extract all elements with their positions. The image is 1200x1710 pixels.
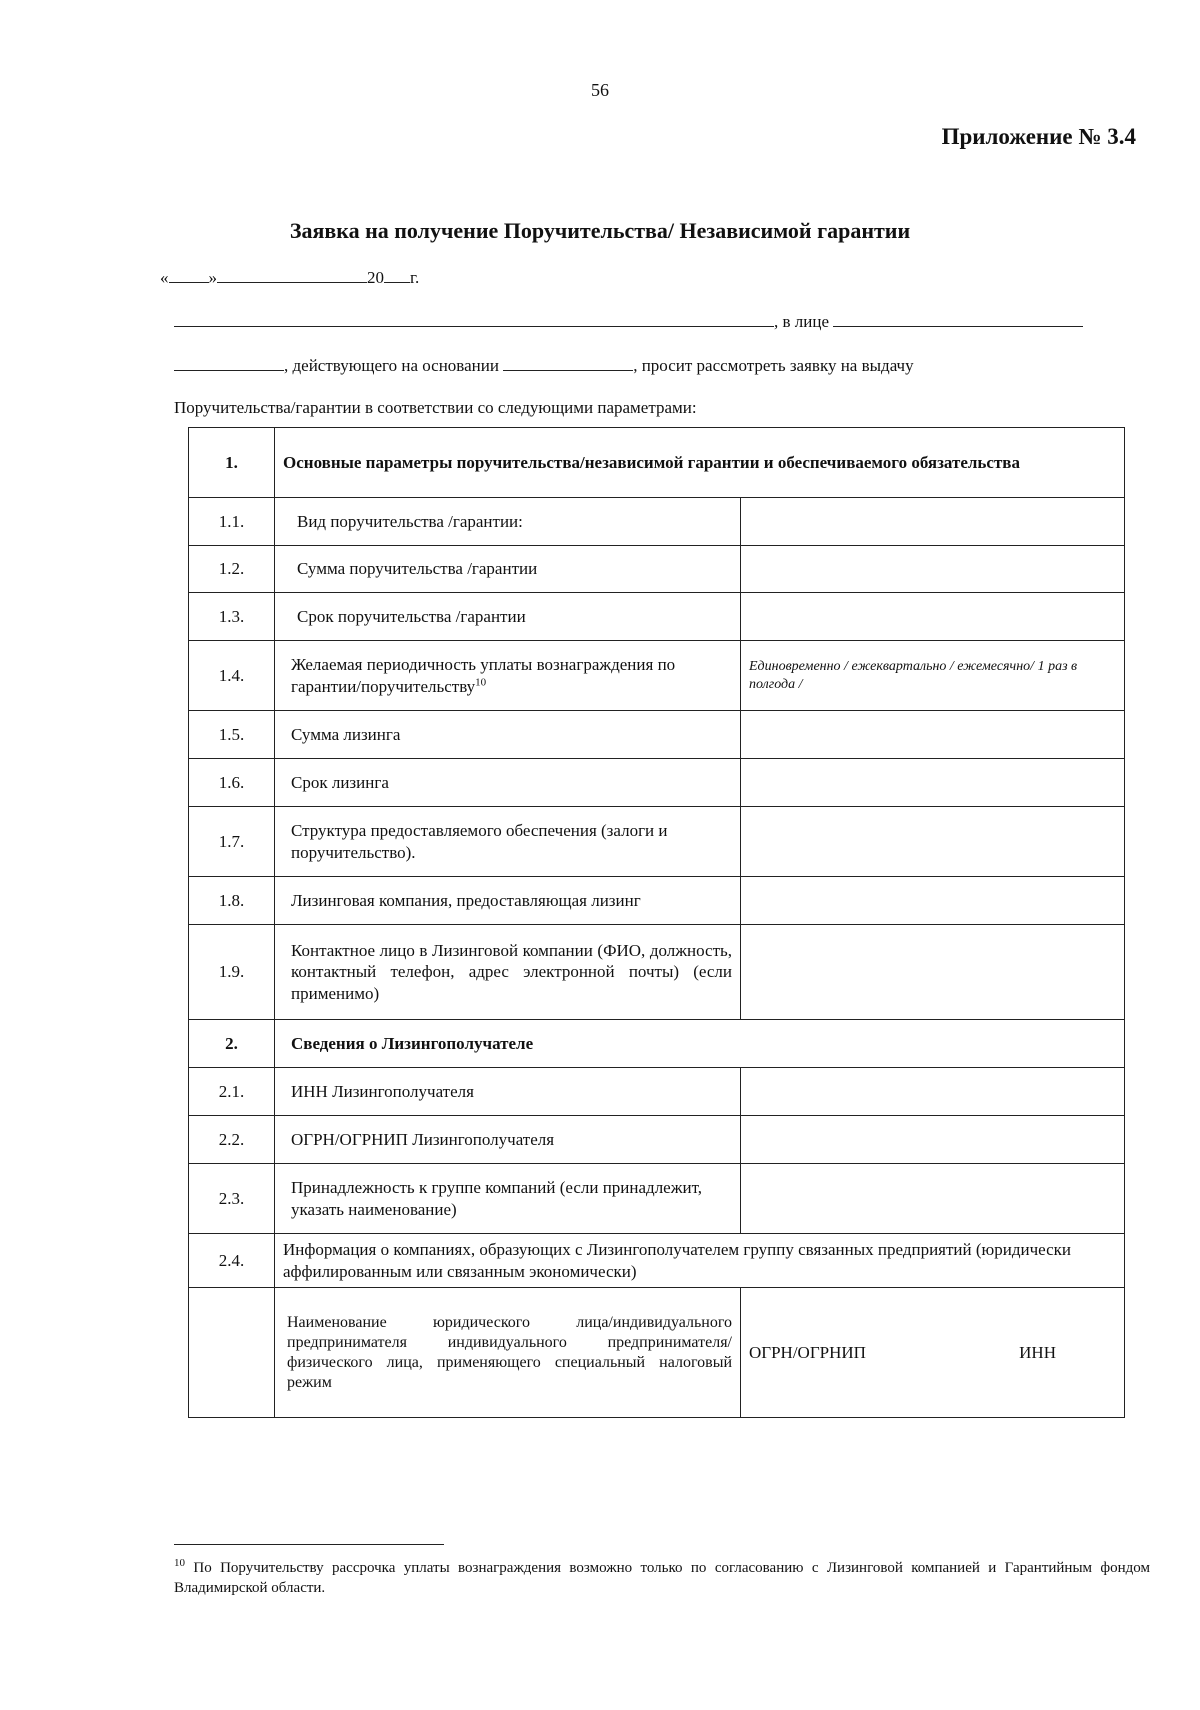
basis-document-field[interactable] — [503, 354, 633, 371]
requests-text: , просит рассмотреть заявку на выдачу — [633, 356, 914, 375]
footnote-text: По Поручительству рассрочка уплаты вознаграждения возможно только по согласованию с Лизинговой компанией и Гарантийным фондом Владимирской области. — [174, 1560, 1150, 1597]
row-value-field[interactable] — [741, 1164, 1125, 1234]
table-row — [189, 925, 1125, 1020]
ogrn-header: ОГРН/ОГРНИП — [749, 1342, 866, 1362]
year-prefix: 20 — [367, 268, 384, 287]
table-row — [189, 807, 1125, 877]
table-row — [189, 1068, 1125, 1116]
row-value-field[interactable] — [741, 546, 1125, 593]
row-label-text: Желаемая периодичность уплаты вознаграждения по гарантии/поручительству — [291, 655, 676, 696]
row-value-field[interactable] — [741, 1068, 1125, 1116]
representative-field[interactable] — [833, 310, 1083, 327]
row-value-field[interactable] — [741, 877, 1125, 925]
row-number: 2.1. — [189, 1068, 275, 1116]
row-label — [275, 641, 741, 711]
section-1-header — [189, 428, 1125, 498]
table-row — [189, 546, 1125, 593]
section-1-number: 1. — [189, 428, 275, 498]
row-value-field[interactable] — [741, 498, 1125, 546]
date-close-quote: » — [208, 268, 217, 287]
day-field[interactable] — [169, 266, 209, 283]
row-label: Срок лизинга — [275, 759, 741, 807]
row-number: 1.3. — [189, 593, 275, 641]
row-value-field[interactable] — [741, 925, 1125, 1020]
row-label: Лизинговая компания, предоставляющая лизинг — [275, 877, 741, 925]
date-line — [160, 266, 419, 288]
row-value-field[interactable] — [741, 807, 1125, 877]
row-label: Сумма лизинга — [275, 711, 741, 759]
basis-line — [174, 354, 1074, 376]
row-label: Сумма поручительства /гарантии — [275, 546, 741, 593]
date-open-quote: « — [160, 268, 169, 287]
row-label: ИНН Лизингополучателя — [275, 1068, 741, 1116]
month-field[interactable] — [217, 266, 367, 283]
footnote-number: 10 — [174, 1557, 185, 1569]
row-label: Контактное лицо в Лизинговой компании (ФИО, должность, контактный телефон, адрес электронной почты) (если применимо) — [275, 925, 741, 1020]
row-number-empty — [189, 1288, 275, 1418]
company-name-header: Наименование юридического лица/индивидуального предпринимателя индивидуального предпринимателя/физического лица, применяющего специальный налоговый режим — [275, 1288, 741, 1418]
row-number: 2.2. — [189, 1116, 275, 1164]
row-number: 1.9. — [189, 925, 275, 1020]
table-row — [189, 641, 1125, 711]
footnote-divider — [174, 1544, 444, 1545]
row-number: 1.1. — [189, 498, 275, 546]
table-row — [189, 711, 1125, 759]
row-number: 1.4. — [189, 641, 275, 711]
company-id-headers — [741, 1288, 1125, 1418]
row-value-field[interactable] — [741, 1116, 1125, 1164]
applicant-name-field[interactable] — [174, 310, 774, 327]
row-number: 1.2. — [189, 546, 275, 593]
table-row — [189, 498, 1125, 546]
document-title: Заявка на получение Поручительства/ Независимой гарантии — [289, 218, 911, 243]
row-number: 2.3. — [189, 1164, 275, 1234]
year-suffix: г. — [410, 268, 420, 287]
row-label: Информация о компаниях, образующих с Лизингополучателем группу связанных предприятий (юридически аффилированным или связанным экономически) — [275, 1234, 1125, 1288]
row-label: ОГРН/ОГРНИП Лизингополучателя — [275, 1116, 741, 1164]
row-label: Принадлежность к группе компаний (если принадлежит, указать наименование) — [275, 1164, 741, 1234]
section-2-title: Сведения о Лизингополучателе — [275, 1020, 1125, 1068]
payment-frequency-options[interactable]: Единовременно / ежеквартально / ежемесячно/ 1 раз в полгода / — [741, 641, 1125, 711]
footnote — [174, 1556, 1150, 1599]
row-number: 1.5. — [189, 711, 275, 759]
row-number: 2.4. — [189, 1234, 275, 1288]
row-label: Вид поручительства /гарантии: — [275, 498, 741, 546]
table-row — [189, 1288, 1125, 1418]
table-row — [189, 759, 1125, 807]
row-label: Структура предоставляемого обеспечения (залоги и поручительство). — [275, 807, 741, 877]
section-1-title: Основные параметры поручительства/независимой гарантии и обеспечиваемого обязательства — [275, 428, 1125, 498]
acting-basis-text: , действующего на основании — [284, 356, 499, 375]
row-number: 1.6. — [189, 759, 275, 807]
table-row — [189, 1164, 1125, 1234]
row-label: Срок поручительства /гарантии — [275, 593, 741, 641]
row-value-field[interactable] — [741, 759, 1125, 807]
appendix-label: Приложение № 3.4 — [941, 124, 1136, 149]
row-number: 1.8. — [189, 877, 275, 925]
footnote-ref: 10 — [475, 675, 487, 688]
table-row — [189, 877, 1125, 925]
in-person-text: , в лице — [774, 312, 830, 331]
table-row — [189, 1234, 1125, 1288]
year-field[interactable] — [384, 266, 410, 283]
parameters-table — [188, 427, 1125, 1418]
row-value-field[interactable] — [741, 593, 1125, 641]
row-number: 1.7. — [189, 807, 275, 877]
table-row — [189, 1116, 1125, 1164]
table-row — [189, 593, 1125, 641]
row-value-field[interactable] — [741, 711, 1125, 759]
page-number: 56 — [591, 80, 609, 100]
section-2-header — [189, 1020, 1125, 1068]
position-field[interactable] — [174, 354, 284, 371]
section-2-number: 2. — [189, 1020, 275, 1068]
inn-header: ИНН — [1019, 1342, 1056, 1362]
intro-line-4: Поручительства/гарантии в соответствии со следующими параметрами: — [174, 398, 697, 417]
applicant-line — [174, 310, 1124, 332]
